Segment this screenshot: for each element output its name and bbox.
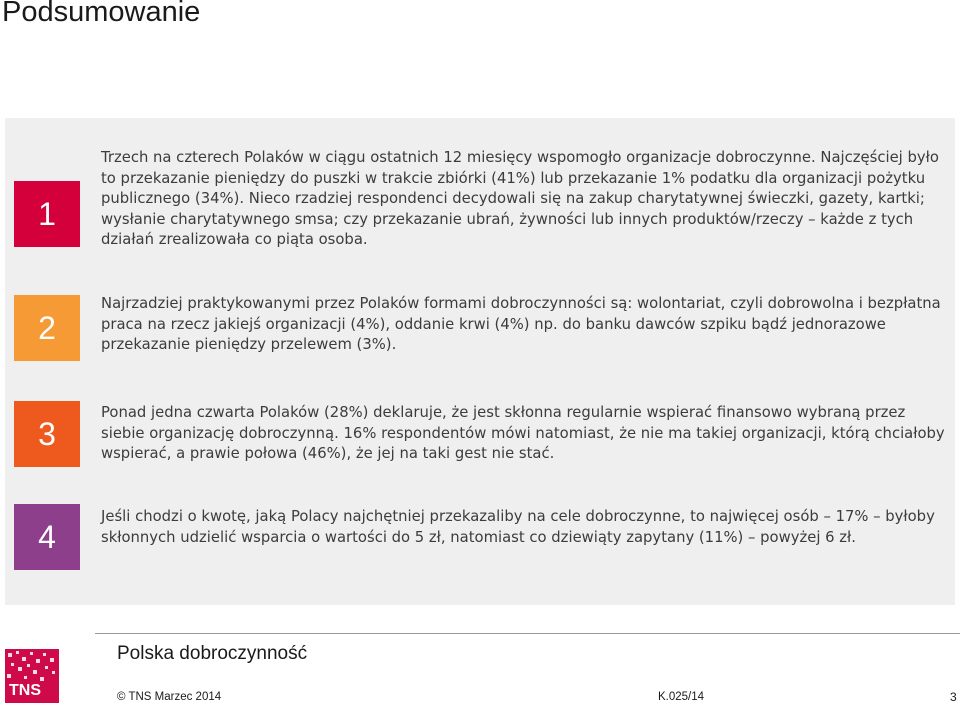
number-badge-1: 1 — [14, 181, 80, 247]
page-title: Podsumowanie — [2, 0, 201, 28]
summary-panel — [5, 118, 955, 605]
summary-text-1: Trzech na czterech Polaków w ciągu ostatnich 12 miesięcy wspomogło organizacje dobroczynne. Najczęściej było to przekazanie pieniędzy do puszki w trakcie zbiórki (41%) lub przekazanie 1% podatku dla organizacji pożytku publicznego (34%). Nieco rzadziej respondenci decydowali się na zakup charytatywnej świeczki, gazety, kartki; wysłanie charytatywnego smsa; czy przekazanie ubrań, żywności lub innych produktów/rzeczy – każde z tych działań zrealizowała co piąta osoba. — [101, 149, 939, 248]
number-badge-2: 2 — [14, 295, 80, 361]
footer-section-title: Polska dobroczynność — [117, 643, 308, 664]
footer-divider — [95, 633, 960, 634]
tns-logo — [5, 649, 59, 703]
logo-pattern-icon — [5, 649, 59, 685]
logo-text: TNS — [9, 682, 41, 699]
number-badge-4: 4 — [14, 504, 80, 570]
footer-code: K.025/14 — [658, 691, 705, 703]
summary-text-3: Ponad jedna czwarta Polaków (28%) deklaruje, że jest skłonna regularnie wspierać finansowo wybraną przez siebie organizację dobroczynną. 16% respondentów mówi natomiast, że nie ma takiej organizacji, którą chciałoby wspierać, a prawie połowa (46%), że jej na taki gest nie stać. — [101, 404, 945, 462]
footer-copyright: © TNS Marzec 2014 — [117, 691, 222, 703]
summary-text-4: Jeśli chodzi o kwotę, jaką Polacy najchętniej przekazaliby na cele dobroczynne, to najwięcej osób – 17% – byłoby skłonnych udzielić wsparcia o wartości do 5 zł, natomiast co dziewiąty zapytany (11%) – powyżej 6 zł. — [101, 508, 935, 546]
number-badge-3: 3 — [14, 401, 80, 467]
summary-text-2: Najrzadziej praktykowanymi przez Polaków formami dobroczynności są: wolontariat, czyli dobrowolna i bezpłatna praca na rzecz jakiejś organizacji (4%), oddanie krwi (4%) np. do banku dawców szpiku bądź jednorazowe przekazanie pieniędzy przelewem (3%). — [101, 295, 941, 353]
page-number: 3 — [950, 690, 957, 704]
